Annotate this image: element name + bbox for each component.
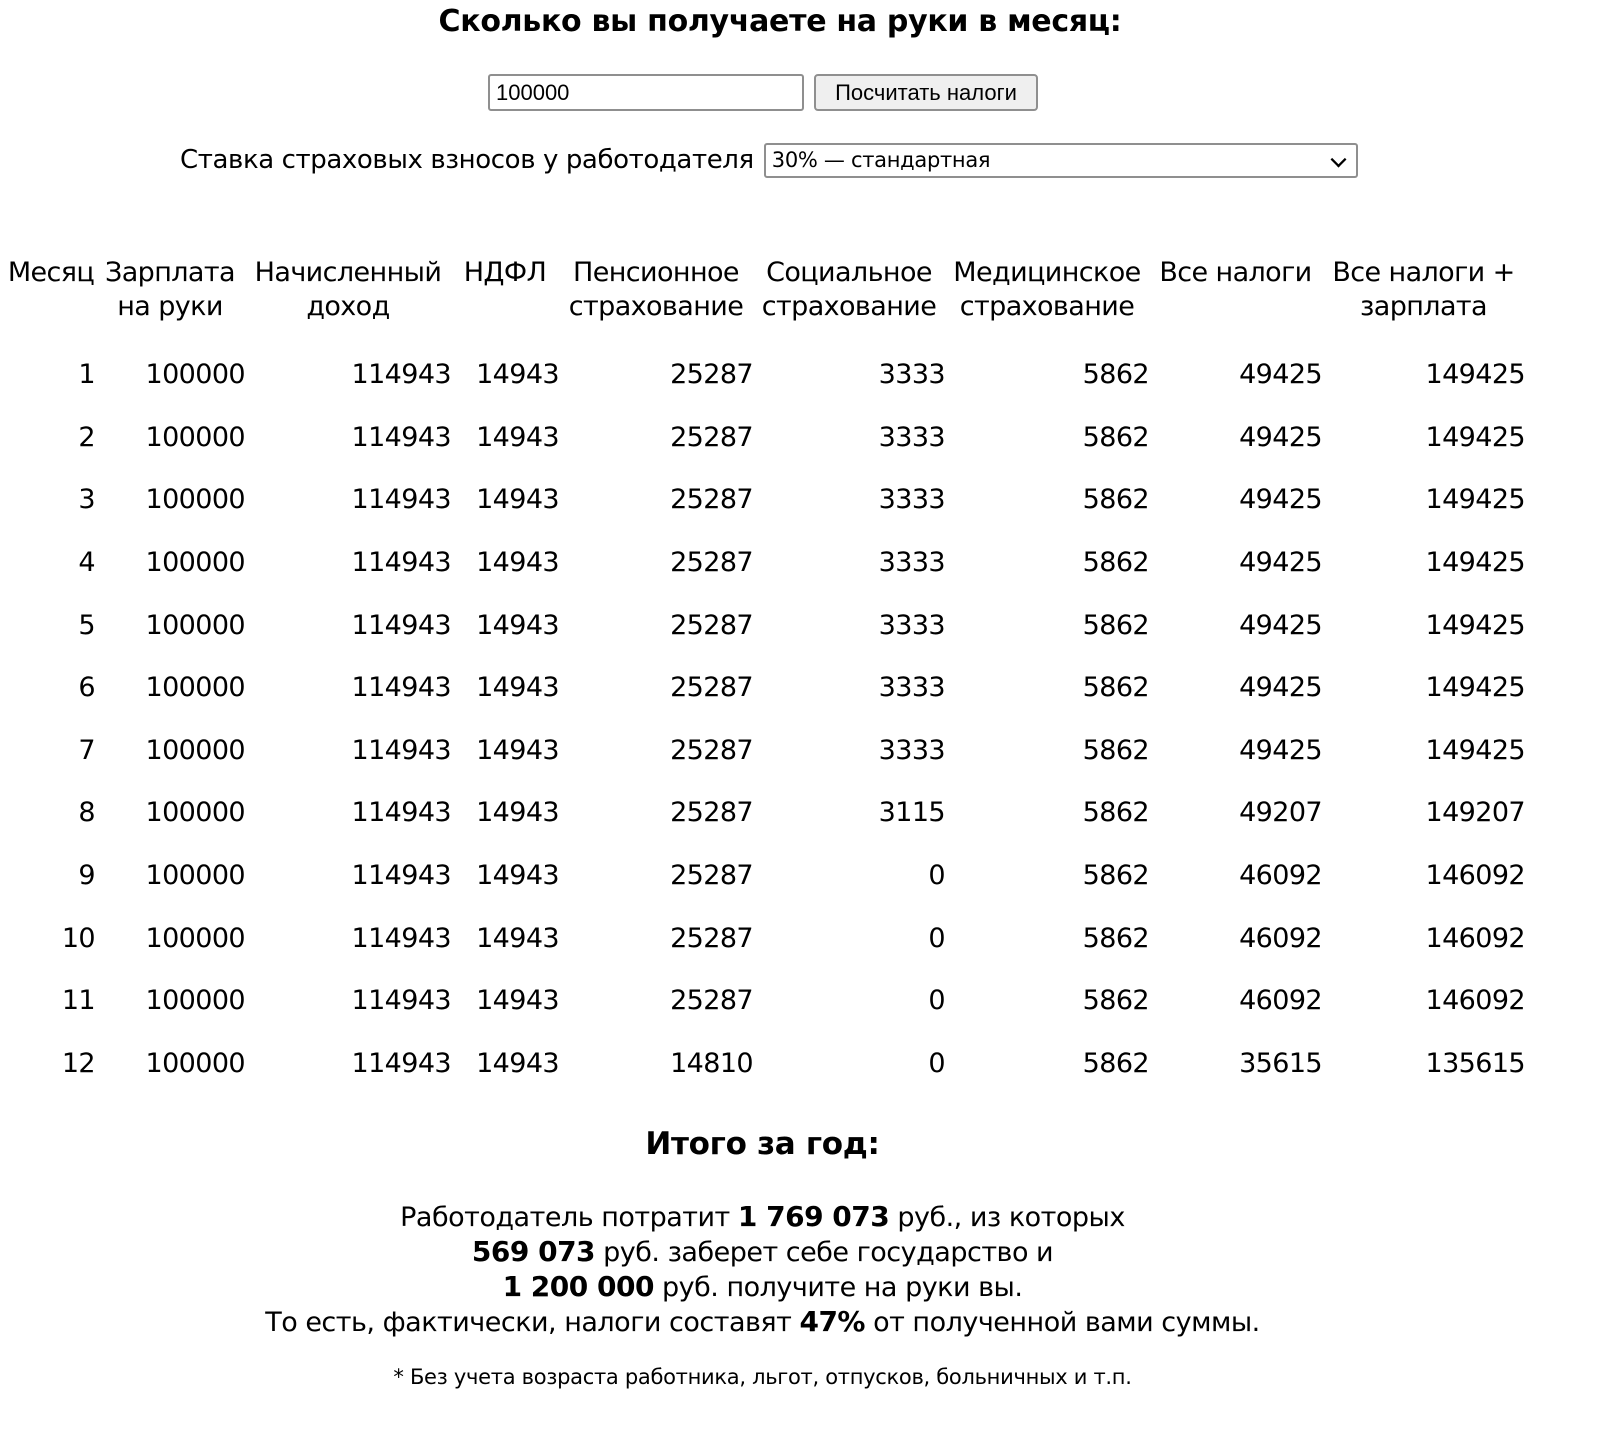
summary-title: Итого за год: (645, 1126, 880, 1162)
salary-input[interactable] (488, 74, 804, 111)
insurance-rate-select[interactable] (764, 143, 1358, 178)
table-cell: 149425 (1425, 609, 1525, 641)
table-cell: 14943 (476, 672, 559, 704)
table-cell: 114943 (351, 672, 451, 704)
column-header-line: зарплата (1360, 291, 1487, 322)
summary-line-state (0, 1235, 1525, 1270)
column-header-line: Все налоги (1159, 257, 1312, 288)
table-cell: 100000 (145, 484, 245, 516)
table-cell: 114943 (351, 860, 451, 892)
table-cell: 100000 (145, 421, 245, 453)
page-title: Сколько вы получаете на руки в месяц: (438, 4, 1122, 39)
table-cell: 100000 (145, 985, 245, 1017)
insurance-rate-selected-value: 30% — стандартная (771, 148, 991, 172)
table-row (0, 469, 1525, 532)
column-header-line: Начисленный (254, 257, 442, 288)
column-header-line: страхование (568, 291, 744, 322)
footnote: * Без учета возраста работника, льгот, отпусков, больничных и т.п. (393, 1365, 1132, 1389)
table-cell: 49425 (1239, 734, 1322, 766)
table-cell: 5862 (1082, 922, 1149, 954)
table-row (0, 1033, 1525, 1096)
table-row (0, 657, 1525, 720)
column-header (0, 250, 95, 344)
table-cell: 25287 (670, 797, 753, 829)
table-cell: 135615 (1425, 1047, 1525, 1079)
table-cell: 100000 (145, 797, 245, 829)
table-cell: 5862 (1082, 985, 1149, 1017)
table-cell: 14943 (476, 860, 559, 892)
table-row (0, 532, 1525, 595)
table-cell: 114943 (351, 359, 451, 391)
table-cell: 100000 (145, 734, 245, 766)
table-cell: 35615 (1239, 1047, 1322, 1079)
summary-text: руб., из которых (889, 1202, 1125, 1233)
table-cell: 25287 (670, 609, 753, 641)
table-cell: 5 (78, 609, 95, 641)
table-cell: 14943 (476, 421, 559, 453)
table-cell: 5862 (1082, 734, 1149, 766)
table-cell: 100000 (145, 359, 245, 391)
table-cell: 25287 (670, 359, 753, 391)
table-cell: 14943 (476, 734, 559, 766)
table-cell: 5862 (1082, 359, 1149, 391)
table-header-row (0, 250, 1525, 344)
table-cell: 12 (61, 1047, 95, 1079)
summary-text: руб. заберет себе государство и (595, 1237, 1054, 1268)
column-header-line: страхование (761, 291, 937, 322)
table-cell: 149425 (1425, 421, 1525, 453)
table-body (0, 344, 1525, 1095)
summary-line-percent (0, 1305, 1525, 1340)
table-cell: 100000 (145, 922, 245, 954)
table-cell: 49207 (1239, 797, 1322, 829)
column-header (245, 250, 451, 344)
table-cell: 14943 (476, 484, 559, 516)
table-cell: 46092 (1239, 860, 1322, 892)
table-cell: 149207 (1425, 797, 1525, 829)
table-cell: 114943 (351, 421, 451, 453)
state-total: 569 073 (471, 1235, 596, 1268)
table-cell: 49425 (1239, 672, 1322, 704)
table-cell: 3333 (878, 672, 945, 704)
column-header-line: НДФЛ (463, 257, 547, 288)
table-cell: 49425 (1239, 421, 1322, 453)
table-cell: 49425 (1239, 609, 1322, 641)
table-cell: 0 (928, 860, 945, 892)
annual-summary (0, 1200, 1525, 1340)
table-cell: 0 (928, 922, 945, 954)
table-row (0, 907, 1525, 970)
table-cell: 3333 (878, 421, 945, 453)
insurance-rate-label: Ставка страховых взносов у работодателя (180, 145, 754, 175)
table-cell: 114943 (351, 797, 451, 829)
table-cell: 3333 (878, 734, 945, 766)
table-cell: 2 (78, 421, 95, 453)
table-cell: 149425 (1425, 734, 1525, 766)
column-header (1149, 250, 1322, 344)
table-cell: 25287 (670, 421, 753, 453)
table-cell: 146092 (1425, 860, 1525, 892)
table-cell: 100000 (145, 672, 245, 704)
tax-percent: 47% (799, 1305, 865, 1338)
table-cell: 114943 (351, 922, 451, 954)
table-cell: 14943 (476, 797, 559, 829)
table-cell: 5862 (1082, 421, 1149, 453)
calculate-taxes-button[interactable]: Посчитать налоги (814, 74, 1038, 111)
column-header (95, 250, 245, 344)
table-row (0, 344, 1525, 407)
summary-line-employer (0, 1200, 1525, 1235)
table-cell: 5862 (1082, 1047, 1149, 1079)
table-cell: 14943 (476, 985, 559, 1017)
table-row (0, 970, 1525, 1033)
column-header (559, 250, 753, 344)
table-cell: 3333 (878, 609, 945, 641)
table-cell: 5862 (1082, 547, 1149, 579)
table-cell: 3333 (878, 484, 945, 516)
table-cell: 114943 (351, 1047, 451, 1079)
table-cell: 3 (78, 484, 95, 516)
table-cell: 100000 (145, 609, 245, 641)
table-cell: 46092 (1239, 985, 1322, 1017)
column-header (753, 250, 945, 344)
table-row (0, 720, 1525, 783)
summary-text: руб. получите на руки вы. (653, 1272, 1023, 1303)
table-cell: 5862 (1082, 860, 1149, 892)
monthly-tax-table (0, 250, 1525, 1095)
table-cell: 100000 (145, 547, 245, 579)
table-cell: 100000 (145, 1047, 245, 1079)
table-cell: 5862 (1082, 609, 1149, 641)
table-cell: 3333 (878, 359, 945, 391)
table-cell: 114943 (351, 985, 451, 1017)
table-cell: 114943 (351, 734, 451, 766)
table-row (0, 407, 1525, 470)
table-cell: 25287 (670, 860, 753, 892)
table-cell: 14943 (476, 547, 559, 579)
table-cell: 25287 (670, 922, 753, 954)
table-cell: 3333 (878, 547, 945, 579)
salary-form (488, 74, 1038, 112)
table-cell: 149425 (1425, 359, 1525, 391)
summary-text: То есть, фактически, налоги составят (265, 1307, 800, 1338)
table-row (0, 845, 1525, 908)
table-row (0, 594, 1525, 657)
table-cell: 25287 (670, 484, 753, 516)
table-cell: 7 (78, 734, 95, 766)
table-cell: 149425 (1425, 672, 1525, 704)
column-header-line: Социальное (766, 257, 932, 288)
table-cell: 8 (78, 797, 95, 829)
table-cell: 114943 (351, 484, 451, 516)
table-cell: 49425 (1239, 547, 1322, 579)
column-header-line: Зарплата (105, 257, 235, 288)
table-cell: 49425 (1239, 484, 1322, 516)
column-header-line: страхование (959, 291, 1135, 322)
employer-total: 1 769 073 (737, 1200, 890, 1233)
column-header-line: доход (306, 291, 390, 322)
chevron-down-icon (1330, 151, 1346, 167)
table-cell: 146092 (1425, 985, 1525, 1017)
table-cell: 10 (61, 922, 95, 954)
table-cell: 14943 (476, 609, 559, 641)
table-cell: 0 (928, 985, 945, 1017)
table-cell: 100000 (145, 860, 245, 892)
table-cell: 14943 (476, 922, 559, 954)
insurance-rate-row (180, 140, 1358, 180)
table-cell: 3115 (878, 797, 945, 829)
table-cell: 114943 (351, 609, 451, 641)
table-cell: 14943 (476, 1047, 559, 1079)
table-cell: 49425 (1239, 359, 1322, 391)
summary-line-employee (0, 1270, 1525, 1305)
table-cell: 5862 (1082, 484, 1149, 516)
table-cell: 9 (78, 860, 95, 892)
table-cell: 46092 (1239, 922, 1322, 954)
table-cell: 5862 (1082, 672, 1149, 704)
table-cell: 14943 (476, 359, 559, 391)
summary-text: Работодатель потратит (400, 1202, 738, 1233)
table-cell: 4 (78, 547, 95, 579)
column-header-line: Пенсионное (573, 257, 739, 288)
summary-text: от полученной вами суммы. (865, 1307, 1260, 1338)
table-cell: 114943 (351, 547, 451, 579)
table-cell: 6 (78, 672, 95, 704)
table-cell: 146092 (1425, 922, 1525, 954)
column-header-line: Медицинское (953, 257, 1141, 288)
table-cell: 25287 (670, 734, 753, 766)
table-cell: 11 (61, 985, 95, 1017)
column-header (1322, 250, 1525, 344)
table-cell: 14810 (670, 1047, 753, 1079)
column-header (451, 250, 559, 344)
table-row (0, 782, 1525, 845)
table-cell: 25287 (670, 672, 753, 704)
table-cell: 0 (928, 1047, 945, 1079)
table-cell: 25287 (670, 547, 753, 579)
table-cell: 149425 (1425, 484, 1525, 516)
table-cell: 1 (78, 359, 95, 391)
employee-total: 1 200 000 (502, 1270, 654, 1303)
column-header-line: на руки (117, 291, 223, 322)
column-header-line: Все налоги + (1332, 257, 1515, 288)
table-cell: 5862 (1082, 797, 1149, 829)
table-cell: 149425 (1425, 547, 1525, 579)
column-header (945, 250, 1149, 344)
column-header-line: Месяц (7, 257, 95, 288)
table-cell: 25287 (670, 985, 753, 1017)
